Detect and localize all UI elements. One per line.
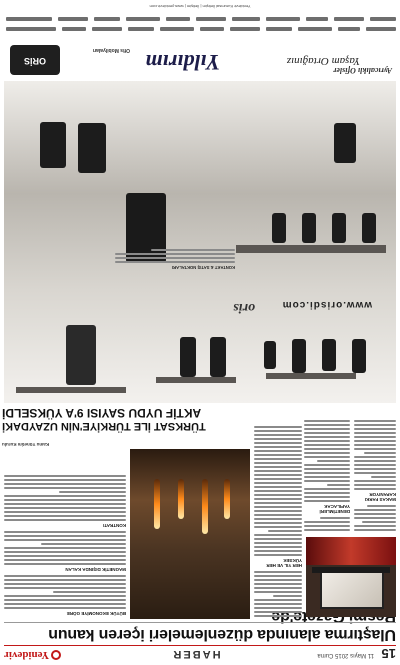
- office-chair-shape: [40, 122, 66, 168]
- red-photo: [306, 537, 396, 565]
- oris-brand-mark: oris: [233, 300, 255, 315]
- story2-subhead-2: MAGNETİK DIŞINDA KALAN: [65, 567, 126, 572]
- advertiser-url[interactable]: www.orisdi.com: [281, 299, 372, 310]
- newspaper-logo: [4, 649, 61, 661]
- text-column-1: [354, 411, 396, 533]
- office-chair-shape: [334, 123, 356, 163]
- chair-shape: [322, 339, 336, 371]
- chair-shape: [292, 339, 306, 373]
- chair-shape: [332, 213, 346, 243]
- partner-logos-strip: [4, 11, 396, 33]
- section-title: HABER: [171, 648, 221, 660]
- ad-banner: KONTAKT & SATIŞ NOKTALARI: [171, 265, 235, 270]
- story2-headline-line2: AKTİF UYDU SAYISI 9'A YÜKSELDİ: [2, 406, 202, 420]
- story2-subhead-1: BÜYÜK EKONOMİYE GÖRE: [66, 611, 126, 616]
- executive-chair-shape: [66, 325, 96, 385]
- page-header: [4, 647, 396, 661]
- chair-shape: [210, 337, 226, 377]
- news-photo: [130, 449, 250, 619]
- ad-description: [115, 247, 235, 270]
- subhead-c: HER YIL VE HER YÜKSEK: [266, 558, 302, 568]
- page-number: 15: [381, 646, 396, 661]
- table-shape: [266, 373, 356, 379]
- ad-logo: [10, 45, 60, 75]
- table-shape: [156, 377, 236, 383]
- logo-icon: [51, 650, 61, 660]
- issue-date: 11 Mayıs 2015 Cuma: [317, 652, 374, 658]
- main-headline: Ulaştırma alanında düzenlemeleri içeren kanun: [48, 626, 396, 643]
- chair-shape: [180, 337, 196, 377]
- desk-shape: [16, 387, 126, 393]
- furniture-advertisement: [4, 81, 396, 403]
- chair-shape: [264, 341, 276, 369]
- conference-table-shape: [236, 245, 386, 253]
- chair-shape: [362, 213, 376, 243]
- newspaper-name: Yenidevir: [4, 649, 50, 661]
- subhead-a: MAKAS FARKI KAPANIYOR: [364, 492, 396, 502]
- photo-caption: Kamu Yönetim Kurulu: [2, 442, 50, 447]
- header-rule: [4, 645, 396, 646]
- ad-clean-script: Ayrıcalıklı Ofisler: [333, 66, 392, 75]
- text-column-4: [4, 449, 126, 619]
- story2-subhead-3: KONTRATI: [103, 523, 126, 528]
- subhead-b: DENETİMLERİ YAPILACAK: [319, 504, 350, 514]
- headline-rule: [4, 622, 396, 623]
- story2-headline-line1: TÜRKSAT İLE TÜRKİYE'NİN UZAYDAKİ: [2, 420, 206, 432]
- text-column-3: [254, 411, 302, 619]
- chair-shape: [352, 339, 366, 373]
- laptop-photo: [306, 565, 396, 617]
- ad-brand-tag: Ofis Mobilyaları: [92, 47, 130, 53]
- ad-script-tagline: Yaşam Ortağınız: [286, 55, 360, 67]
- office-chair-shape: [78, 123, 106, 173]
- chair-shape: [302, 213, 316, 243]
- chair-shape: [272, 213, 286, 243]
- ad-logo-text: ORİS: [24, 56, 47, 66]
- text-column-2: [304, 411, 350, 533]
- ad-brand-name: Yıldırım: [145, 50, 220, 75]
- page-footer: Yenidevir Kurumsal İletişim | İletişim | www.yenidevir.com: [149, 4, 251, 9]
